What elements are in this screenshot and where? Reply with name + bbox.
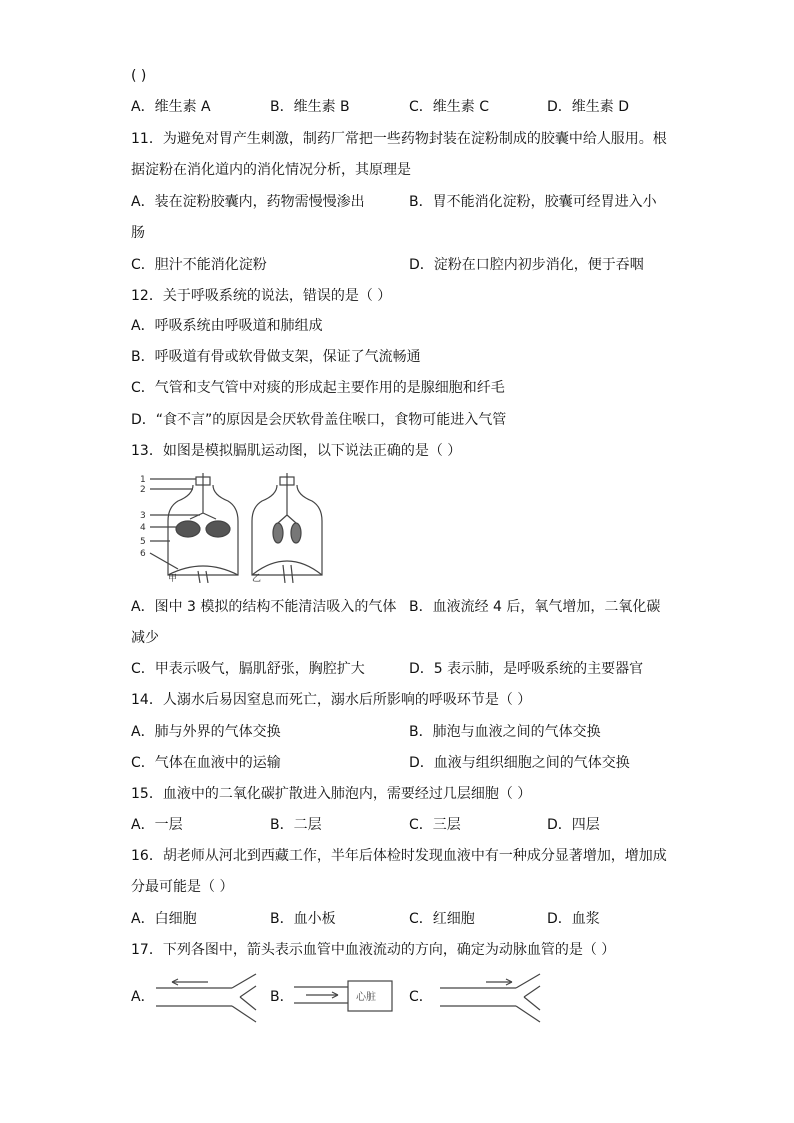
vessel-heart-diagram-b	[292, 975, 396, 1015]
q12-option-b[interactable]: B．呼吸道有骨或软骨做支架，保证了气流畅通	[131, 349, 421, 365]
q13-stem: 13．如图是模拟膈肌运动图，以下说法正确的是（ ）	[131, 443, 462, 459]
right-jar-lung-left	[273, 523, 283, 543]
q13-option-d[interactable]: D．5 表示肺，是呼吸系统的主要器官	[409, 661, 644, 677]
q17-figure-c[interactable]	[436, 972, 546, 1024]
q16-stem-line2: 分最可能是（ ）	[131, 879, 234, 895]
q16-option-b[interactable]: B．血小板	[270, 911, 336, 927]
q17-option-a[interactable]: A．	[131, 989, 155, 1005]
left-jar-lung-right	[206, 521, 230, 537]
q11-option-c[interactable]: C．胆汁不能消化淀粉	[131, 257, 267, 273]
vessel-branch-diagram-a	[152, 972, 262, 1024]
diaphragm-model-figure	[138, 471, 338, 583]
left-jar-bronchi	[190, 501, 216, 519]
q12-option-c[interactable]: C．气管和支气管中对痰的形成起主要作用的是腺细胞和纤毛	[131, 380, 505, 396]
bell-jar-diagram	[138, 471, 338, 583]
q15-option-b[interactable]: B．二层	[270, 817, 322, 833]
left-jar-lung-left	[176, 521, 200, 537]
left-jar-pull-string	[198, 571, 208, 583]
q13-option-c[interactable]: C．甲表示吸气，膈肌舒张，胸腔扩大	[131, 661, 365, 677]
figure-number-5: 5	[140, 537, 146, 547]
q14-option-a[interactable]: A．肺与外界的气体交换	[131, 724, 281, 740]
q12-option-a[interactable]: A．呼吸系统由呼吸道和肺组成	[131, 318, 323, 334]
figure-number-1: 1	[140, 475, 146, 485]
q15-stem: 15．血液中的二氧化碳扩散进入肺泡内，需要经过几层细胞（ ）	[131, 786, 532, 802]
right-jar-lung-right	[291, 523, 301, 543]
q14-stem: 14．人溺水后易因窒息而死亡，溺水后所影响的呼吸环节是（ ）	[131, 692, 532, 708]
q11-option-b[interactable]: B．胃不能消化淀粉，胶囊可经胃进入小	[409, 194, 657, 210]
q12-option-d[interactable]: D．“食不言”的原因是会厌软骨盖住喉口，食物可能进入气管	[131, 412, 507, 428]
right-jar-bronchi	[278, 501, 296, 523]
q16-stem-line1: 16．胡老师从河北到西藏工作，半年后体检时发现血液中有一种成分显著增加，增加成	[131, 848, 667, 864]
q17-figure-b[interactable]	[292, 975, 396, 1015]
q11-stem-line2: 据淀粉在消化道内的消化情况分析，其原理是	[131, 162, 411, 178]
right-jar-pull-string	[283, 565, 293, 583]
figure-number-4: 4	[140, 523, 146, 533]
q11-option-b-cont: 肠	[131, 225, 145, 241]
q16-option-a[interactable]: A．白细胞	[131, 911, 197, 927]
figure-number-2: 2	[140, 485, 146, 495]
heart-label: 心脏	[356, 992, 376, 1003]
q10-option-a[interactable]: A．维生素 A	[131, 99, 211, 115]
vessel-branch-diagram-c	[436, 972, 546, 1024]
q10-blank: ( )	[131, 68, 147, 84]
q11-stem-line1: 11．为避免对胃产生刺激，制药厂常把一些药物封装在淀粉制成的胶囊中给人服用。根	[131, 131, 667, 147]
q11-option-d[interactable]: D．淀粉在口腔内初步消化，便于吞咽	[409, 257, 644, 273]
q14-option-b[interactable]: B．肺泡与血液之间的气体交换	[409, 724, 601, 740]
figure-label-jia: 甲	[168, 574, 178, 583]
q12-stem: 12．关于呼吸系统的说法，错误的是（ ）	[131, 288, 392, 304]
q14-option-c[interactable]: C．气体在血液中的运输	[131, 755, 281, 771]
q11-option-a[interactable]: A．装在淀粉胶囊内，药物需慢慢渗出	[131, 194, 365, 210]
left-jar-membrane	[168, 566, 238, 575]
q17-option-b[interactable]: B．	[270, 989, 294, 1005]
q13-option-b[interactable]: B．血液流经 4 后，氧气增加，二氧化碳	[409, 599, 661, 615]
q16-option-d[interactable]: D．血浆	[547, 911, 600, 927]
right-jar-membrane	[252, 561, 322, 575]
q15-option-d[interactable]: D．四层	[547, 817, 600, 833]
q17-option-c[interactable]: C．	[409, 989, 433, 1005]
q10-option-b[interactable]: B．维生素 B	[270, 99, 350, 115]
q13-option-a[interactable]: A．图中 3 模拟的结构不能清洁吸入的气体	[131, 599, 397, 615]
q13-option-b-cont: 减少	[131, 630, 159, 646]
q17-stem: 17．下列各图中，箭头表示血管中血液流动的方向，确定为动脉血管的是（ ）	[131, 942, 616, 958]
q15-option-c[interactable]: C．三层	[409, 817, 461, 833]
q10-option-d[interactable]: D．维生素 D	[547, 99, 630, 115]
q10-option-c[interactable]: C．维生素 C	[409, 99, 490, 115]
q17-figure-a[interactable]	[152, 972, 262, 1024]
figure-number-3: 3	[140, 511, 146, 521]
figure-number-6: 6	[140, 549, 146, 559]
q14-option-d[interactable]: D．血液与组织细胞之间的气体交换	[409, 755, 630, 771]
q16-option-c[interactable]: C．红细胞	[409, 911, 475, 927]
q15-option-a[interactable]: A．一层	[131, 817, 183, 833]
figure-label-yi: 乙	[252, 574, 262, 583]
